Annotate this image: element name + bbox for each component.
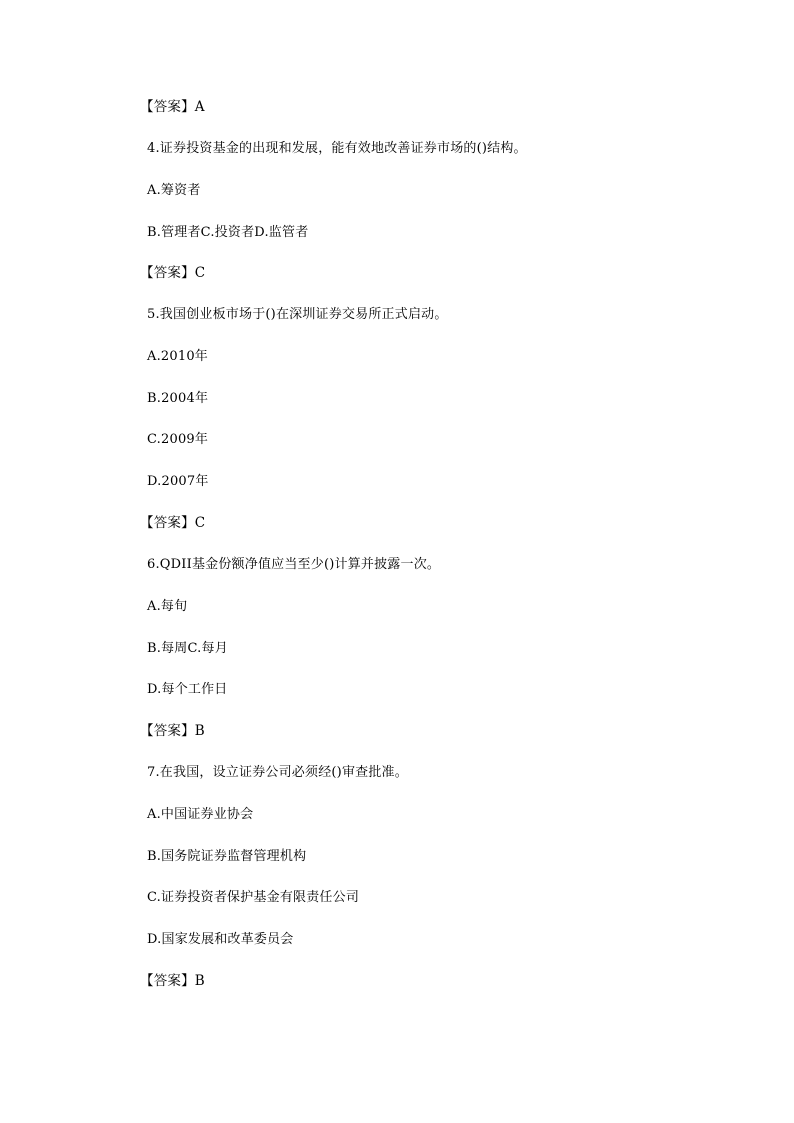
option-line: A.每旬 xyxy=(147,599,188,614)
question-line: 4.证券投资基金的出现和发展，能有效地改善证券市场的()结构。 xyxy=(147,141,527,156)
option-line: D.2007年 xyxy=(147,474,209,489)
option-line: A.中国证券业协会 xyxy=(147,807,254,822)
option-line: D.每个工作日 xyxy=(147,682,228,697)
answer-line: 【答案】B xyxy=(140,973,205,989)
answer-line: 【答案】A xyxy=(140,99,205,115)
option-line: B.管理者C.投资者D.监管者 xyxy=(147,225,309,240)
answer-line: 【答案】C xyxy=(140,265,206,281)
answer-line: 【答案】C xyxy=(140,515,206,531)
option-line: A.2010年 xyxy=(147,349,209,364)
option-line: B.2004年 xyxy=(147,391,209,406)
question-line: 5.我国创业板市场于()在深圳证券交易所正式启动。 xyxy=(147,307,448,322)
answer-line: 【答案】B xyxy=(140,723,205,739)
question-line: 7.在我国，设立证券公司必须经()审查批准。 xyxy=(147,765,408,780)
option-line: A.筹资者 xyxy=(147,183,201,198)
option-line: C.证券投资者保护基金有限责任公司 xyxy=(147,890,360,905)
option-line: B.国务院证券监督管理机构 xyxy=(147,849,307,864)
option-line: C.2009年 xyxy=(147,432,209,447)
question-line: 6.QDII基金份额净值应当至少()计算并披露一次。 xyxy=(147,557,441,572)
option-line: B.每周C.每月 xyxy=(147,641,228,656)
option-line: D.国家发展和改革委员会 xyxy=(147,932,294,947)
